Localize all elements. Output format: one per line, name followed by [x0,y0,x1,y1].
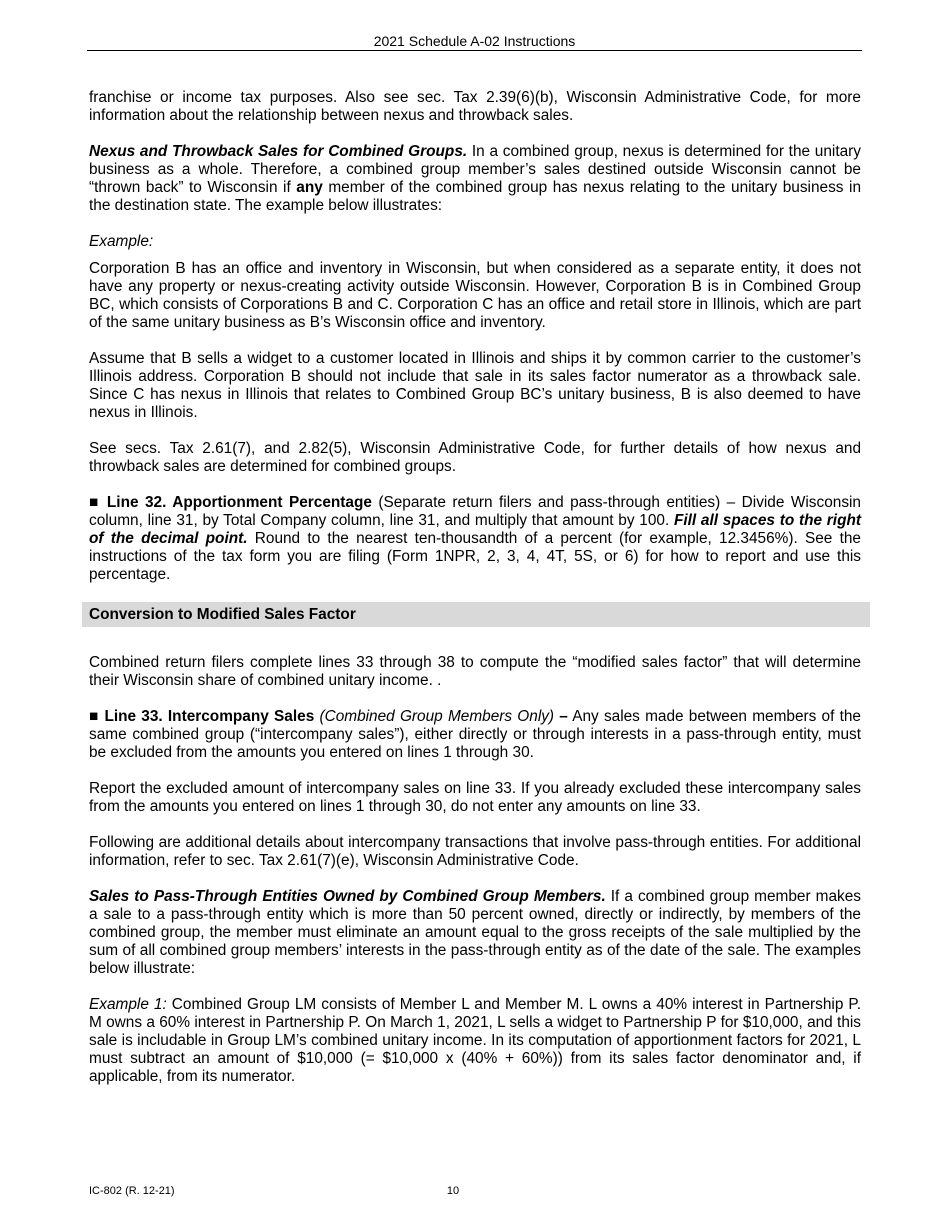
paragraph-line-32: ■ Line 32. Apportionment Percentage (Separate return filers and pass-through entities) – Divide Wisconsin column, line 31, by Total Company column, line 31, and multiply that amount by 100. Fill all spaces to the right of the decimal point. Round to the nearest ten-thousandth of a percent (for example, 12.3456%). See the instructions of the tax form you are filing (Form 1NPR, 2, 3, 4, 4T, 5S, or 6) for how to report and use this percentage. [89,494,861,583]
page-header [87,32,862,51]
paragraph-corporation-b: Corporation B has an office and inventory in Wisconsin, but when considered as a separate entity, it does not have any property or nexus-creating activity outside Wisconsin. However, Corporation B is in Combined Group BC, which consists of Corporations B and C. Corporation C has an office and retail store in Illinois, which are part of the same unitary business as B’s Wisconsin office and inventory. [89,260,861,331]
paragraph-line-33: ■ Line 33. Intercompany Sales (Combined Group Members Only) – Any sales made between members of the same combined group (“intercompany sales”), either directly or through interests in a pass-through entity, must be excluded from the amounts you entered on lines 1 through 30. [89,708,861,761]
line-32-heading: ■ Line 32. Apportionment Percentage [89,494,372,511]
paragraph-nexus-combined: Nexus and Throwback Sales for Combined Groups. In a combined group, nexus is determined for the unitary business as a whole. Therefore, a combined group member’s sales destined outside Wisconsin cannot be “thrown back” to Wisconsin if any member of the combined group has nexus relating to the unitary business in the destination state. The example below illustrates: [89,143,861,214]
paragraph-see-secs: See secs. Tax 2.61(7), and 2.82(5), Wisconsin Administrative Code, for further details of how nexus and throwback sales are determined for combined groups. [89,440,861,475]
paragraph-combined-filers: Combined return filers complete lines 33 through 38 to compute the “modified sales factor” that will determine their Wisconsin share of combined unitary income. . [89,654,861,689]
example-label: Example: [89,233,154,250]
document-body [89,89,861,1104]
form-id: IC-802 (R. 12-21) [89,1185,175,1197]
paragraph-widget-sale: Assume that B sells a widget to a customer located in Illinois and ships it by common carrier to the customer’s Illinois address. Corporation B should not include that sale in its sales factor numerator as a throwback sale. Since C has nexus in Illinois that relates to Combined Group BC’s unitary business, B is also deemed to have nexus in Illinois. [89,350,861,421]
header-title: 2021 Schedule A-02 Instructions [373,33,576,49]
page-number: 10 [446,1185,460,1197]
example-1-label: Example 1: [89,996,167,1013]
paragraph-additional-details: Following are additional details about intercompany transactions that involve pass-through entities. For additional information, refer to sec. Tax 2.61(7)(e), Wisconsin Administrative Code. [89,834,861,869]
pass-through-heading: Sales to Pass-Through Entities Owned by Combined Group Members. [89,888,606,905]
paragraph-intro: franchise or income tax purposes. Also see sec. Tax 2.39(6)(b), Wisconsin Administrative Code, for more information about the relationship between nexus and throwback sales. [89,89,861,124]
paragraph-example-1: Example 1: Combined Group LM consists of Member L and Member M. L owns a 40% interest in Partnership P. M owns a 60% interest in Partnership P. On March 1, 2021, L sells a widget to Partnership P for $10,000, and this sale is includable in Group LM’s combined unitary income. In its computation of apportionment factors for 2021, L must subtract an amount of $10,000 (= $10,000 x (40% + 60%)) from its sales factor denominator and, if applicable, from its numerator. [89,996,861,1085]
nexus-heading: Nexus and Throwback Sales for Combined Groups. [89,143,468,160]
paragraph-report-excluded: Report the excluded amount of intercompany sales on line 33. If you already excluded these intercompany sales from the amounts you entered on lines 1 through 30, do not enter any amounts on line 33. [89,780,861,815]
line-33-heading: ■ Line 33. Intercompany Sales [89,708,315,725]
section-heading: Conversion to Modified Sales Factor [82,602,870,627]
paragraph-pass-through: Sales to Pass-Through Entities Owned by Combined Group Members. If a combined group member makes a sale to a pass-through entity which is more than 50 percent owned, directly or indirectly, by members of the combined group, the member must eliminate an amount equal to the gross receipts of the sale multiplied by the sum of all combined group members’ interests in the pass-through entity as of the date of the sale. The examples below illustrate: [89,888,861,977]
